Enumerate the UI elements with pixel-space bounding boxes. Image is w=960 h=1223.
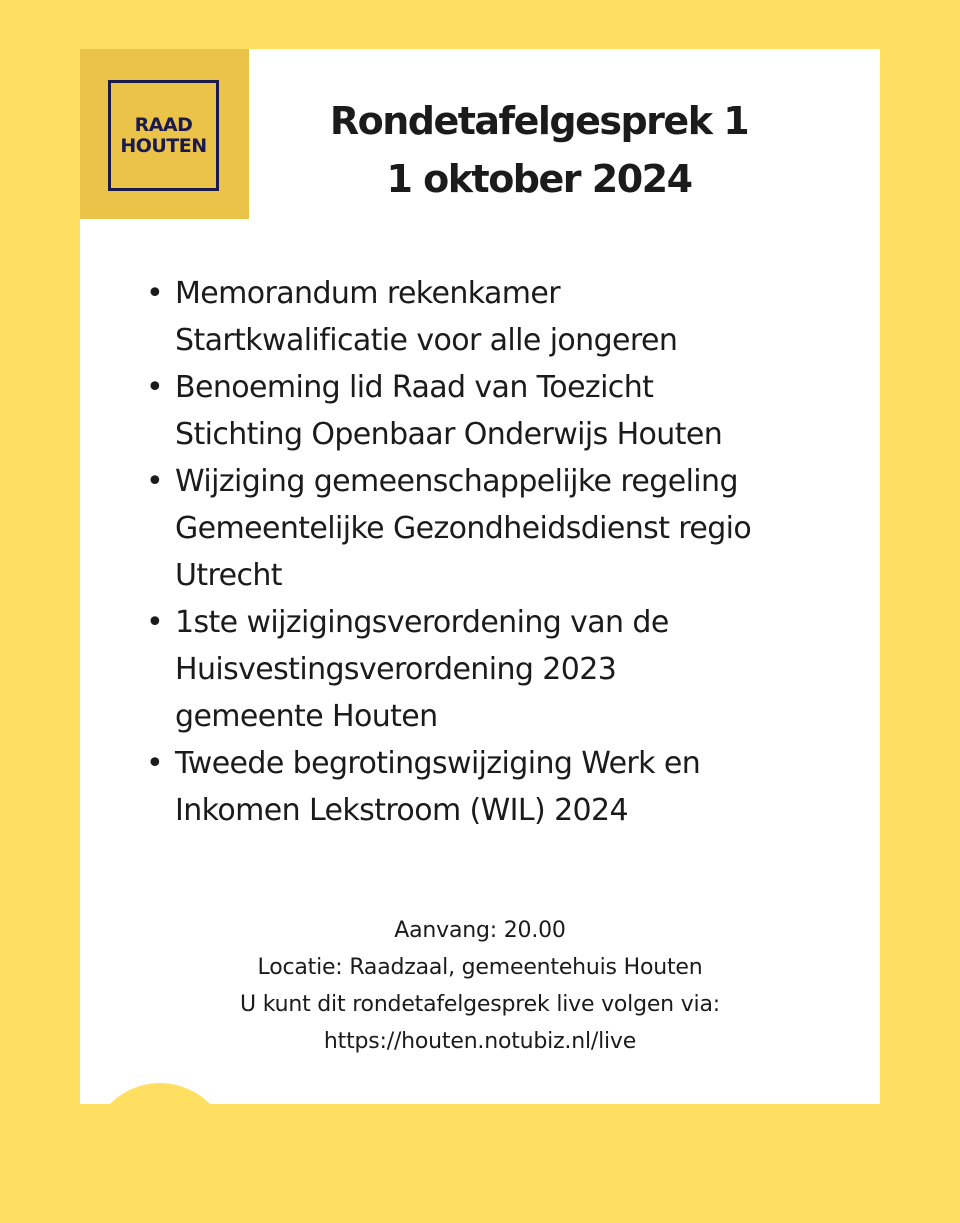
bullet-icon: • xyxy=(146,605,164,640)
agenda-item xyxy=(135,599,865,740)
raad-houten-logo xyxy=(80,49,249,219)
meeting-info xyxy=(80,912,880,1060)
agenda-item-line: Gemeentelijke Gezondheidsdienst regio xyxy=(175,511,752,546)
agenda-list xyxy=(135,270,865,834)
card-corner-bottom-left xyxy=(90,1083,230,1223)
agenda-item-line: 1ste wijzigingsverordening van de xyxy=(175,605,669,640)
agenda-item-line: gemeente Houten xyxy=(175,699,438,734)
agenda-item-line: Wijziging gemeenschappelijke regeling xyxy=(175,464,738,499)
agenda-item-line: Stichting Openbaar Onderwijs Houten xyxy=(175,417,723,452)
agenda-item xyxy=(135,458,865,599)
agenda-item-line: Inkomen Lekstroom (WIL) 2024 xyxy=(175,793,629,828)
bullet-icon: • xyxy=(146,746,164,781)
agenda-item xyxy=(135,740,865,834)
logo-frame xyxy=(108,80,219,191)
bullet-icon: • xyxy=(146,370,164,405)
page-title xyxy=(249,92,829,208)
title-line-2: 1 oktober 2024 xyxy=(386,157,692,201)
card-corner-top-right xyxy=(890,28,960,168)
agenda-item-line: Benoeming lid Raad van Toezicht xyxy=(175,370,654,405)
agenda-item-line: Memorandum rekenkamer xyxy=(175,276,561,311)
card-corner-bottom-right xyxy=(890,1083,960,1223)
agenda-item-line: Huisvestingsverordening 2023 xyxy=(175,652,617,687)
live-stream-intro: U kunt dit rondetafelgesprek live volgen via: xyxy=(240,992,720,1017)
agenda-item xyxy=(135,270,865,364)
agenda-item xyxy=(135,364,865,458)
bullet-icon: • xyxy=(146,464,164,499)
agenda-item-line: Tweede begrotingswijziging Werk en xyxy=(175,746,701,781)
live-stream-url: https://houten.notubiz.nl/live xyxy=(323,1029,637,1054)
agenda-item-line: Utrecht xyxy=(175,558,282,593)
location: Locatie: Raadzaal, gemeentehuis Houten xyxy=(257,955,703,980)
agenda-item-line: Startkwalificatie voor alle jongeren xyxy=(175,323,678,358)
start-time: Aanvang: 20.00 xyxy=(394,918,566,943)
logo-line-2: HOUTEN xyxy=(120,134,207,157)
bullet-icon: • xyxy=(146,276,164,311)
logo-line-1: RAAD xyxy=(134,113,193,136)
title-line-1: Rondetafelgesprek 1 xyxy=(329,99,749,143)
